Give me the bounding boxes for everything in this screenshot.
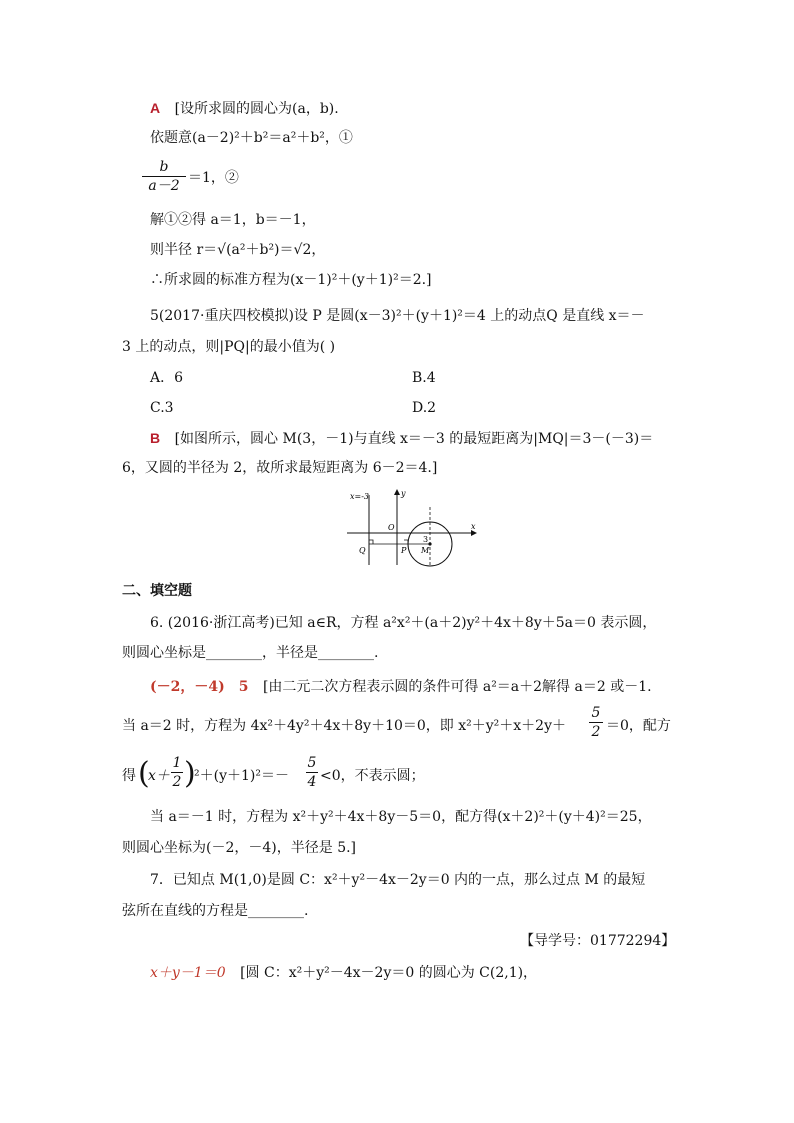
q6-fraction-2-denominator: 2 xyxy=(172,774,182,790)
figure-tick-3: 3 xyxy=(423,535,429,544)
q6-fraction-3-numerator: 5 xyxy=(307,755,317,771)
q6-explanation-2-tail: ＝0，配方 xyxy=(606,718,671,734)
q6-explanation-3-prefix: 得 xyxy=(122,768,136,784)
q7-stem-1: 7．已知点 M(1,0)是圆 C：x²＋y²－4x－2y＝0 内的一点，那么过点 M 的最短 xyxy=(150,872,646,888)
q6-explanation-3-b: ²＋(y＋1)²＝－ xyxy=(194,768,289,784)
q6-answer: (－2，－4) 5 xyxy=(150,679,249,695)
q4-line4: 解①②得 a＝1，b＝－1， xyxy=(150,212,316,228)
q5-explanation-1: [如图所示，圆心 M(3，－1)与直线 x＝－3 的最短距离为|MQ|＝3－(－3)＝ xyxy=(174,431,654,447)
q5-explanation-1-row xyxy=(150,428,653,449)
figure-y-axis-label: y xyxy=(401,489,406,498)
q5-stem-1: 5(2017·重庆四校模拟)设 P 是圆(x－3)²＋(y＋1)²＝4 上的动点Q 是直线 x＝－ xyxy=(150,308,645,324)
q6-explanation-1: [由二元二次方程表示圆的条件可得 a²＝a＋2解得 a＝2 或－1. xyxy=(262,679,652,695)
q6-fraction-2-numerator: 1 xyxy=(172,755,182,771)
q6-explanation-4: 当 a＝－1 时，方程为 x²＋y²＋4x＋8y－5＝0，配方得(x＋2)²＋(y＋4)²＝25， xyxy=(150,809,652,825)
q5-figure xyxy=(345,485,480,567)
q7-explanation-1: [圆 C：x²＋y²－4x－2y＝0 的圆心为 C(2,1)， xyxy=(240,965,538,981)
section-title: 二、填空题 xyxy=(122,583,192,599)
q6-fraction-1-2 xyxy=(171,754,183,791)
q4-answer-letter: A xyxy=(150,100,161,116)
q6-explanation-3-a: x＋ xyxy=(148,768,170,784)
q7-stem-2: 弦所在直线的方程是________. xyxy=(122,903,309,919)
q7-explanation-1-row xyxy=(150,963,537,983)
q6-explanation-3-c: <0，不表示圆； xyxy=(320,768,425,784)
q4-fraction-numerator: b xyxy=(159,159,169,175)
q4-line5: 则半径 r＝√(a²＋b²)＝√2， xyxy=(150,242,326,258)
figure-label-p: P xyxy=(401,546,407,555)
q4-fraction-denominator: a－2 xyxy=(148,178,180,194)
figure-label-m: M xyxy=(421,546,430,555)
figure-origin-label: O xyxy=(388,523,395,532)
q6-explanation-1-row xyxy=(150,677,652,697)
q5-option-b: B.4 xyxy=(412,370,436,386)
q5-answer-letter: B xyxy=(150,430,161,446)
q5-explanation-2: 6，又圆的半径为 2，故所求最短距离为 6－2＝4.] xyxy=(122,460,438,476)
q6-explanation-2: 当 a＝2 时，方程为 4x²＋4y²＋4x＋8y＋10＝0，即 x²＋y²＋x＋2y＋ xyxy=(122,718,566,734)
q5-option-d: D.2 xyxy=(412,400,437,416)
q6-stem-2: 则圆心坐标是________，半径是________. xyxy=(122,645,379,661)
q5-stem-2: 3 上的动点，则|PQ|的最小值为( ) xyxy=(122,339,336,355)
q6-fraction-5-4 xyxy=(306,754,318,791)
q6-fraction-3-denominator: 4 xyxy=(307,774,317,790)
q4-line2: 依题意(a－2)²＋b²＝a²＋b²，① xyxy=(150,130,353,146)
q6-fraction-5-2 xyxy=(589,704,603,741)
q4-line3-tail: ＝1，② xyxy=(188,170,239,186)
q4-line1 xyxy=(150,98,339,119)
q6-big-paren-left: ( xyxy=(138,756,150,791)
q6-fraction-denominator: 2 xyxy=(591,724,601,740)
q4-line6: ∴所求圆的标准方程为(x－1)²＋(y＋1)²＝2.] xyxy=(150,272,432,288)
q5-option-c: C.3 xyxy=(150,400,174,416)
q6-big-paren-right: ) xyxy=(184,756,196,791)
q7-answer: x＋y－1＝0 xyxy=(150,965,226,981)
q5-option-a: A．6 xyxy=(150,370,184,386)
q6-explanation-5: 则圆心坐标为(－2，－4)，半径是 5.] xyxy=(122,840,357,856)
q4-explanation-1: [设所求圆的圆心为(a，b). xyxy=(174,101,339,117)
figure-label-q: Q xyxy=(359,546,366,555)
figure-line-label: x=-3 xyxy=(350,492,370,501)
q6-stem-1: 6. (2016·浙江高考)已知 a∈R，方程 a²x²＋(a＋2)y²＋4x＋8y＋5a＝0 表示圆， xyxy=(150,615,657,631)
q4-fraction xyxy=(142,158,186,195)
q6-fraction-numerator: 5 xyxy=(591,705,601,721)
q7-guide-number: 【导学号：01772294】 xyxy=(520,933,676,949)
figure-x-axis-label: x xyxy=(471,522,476,531)
